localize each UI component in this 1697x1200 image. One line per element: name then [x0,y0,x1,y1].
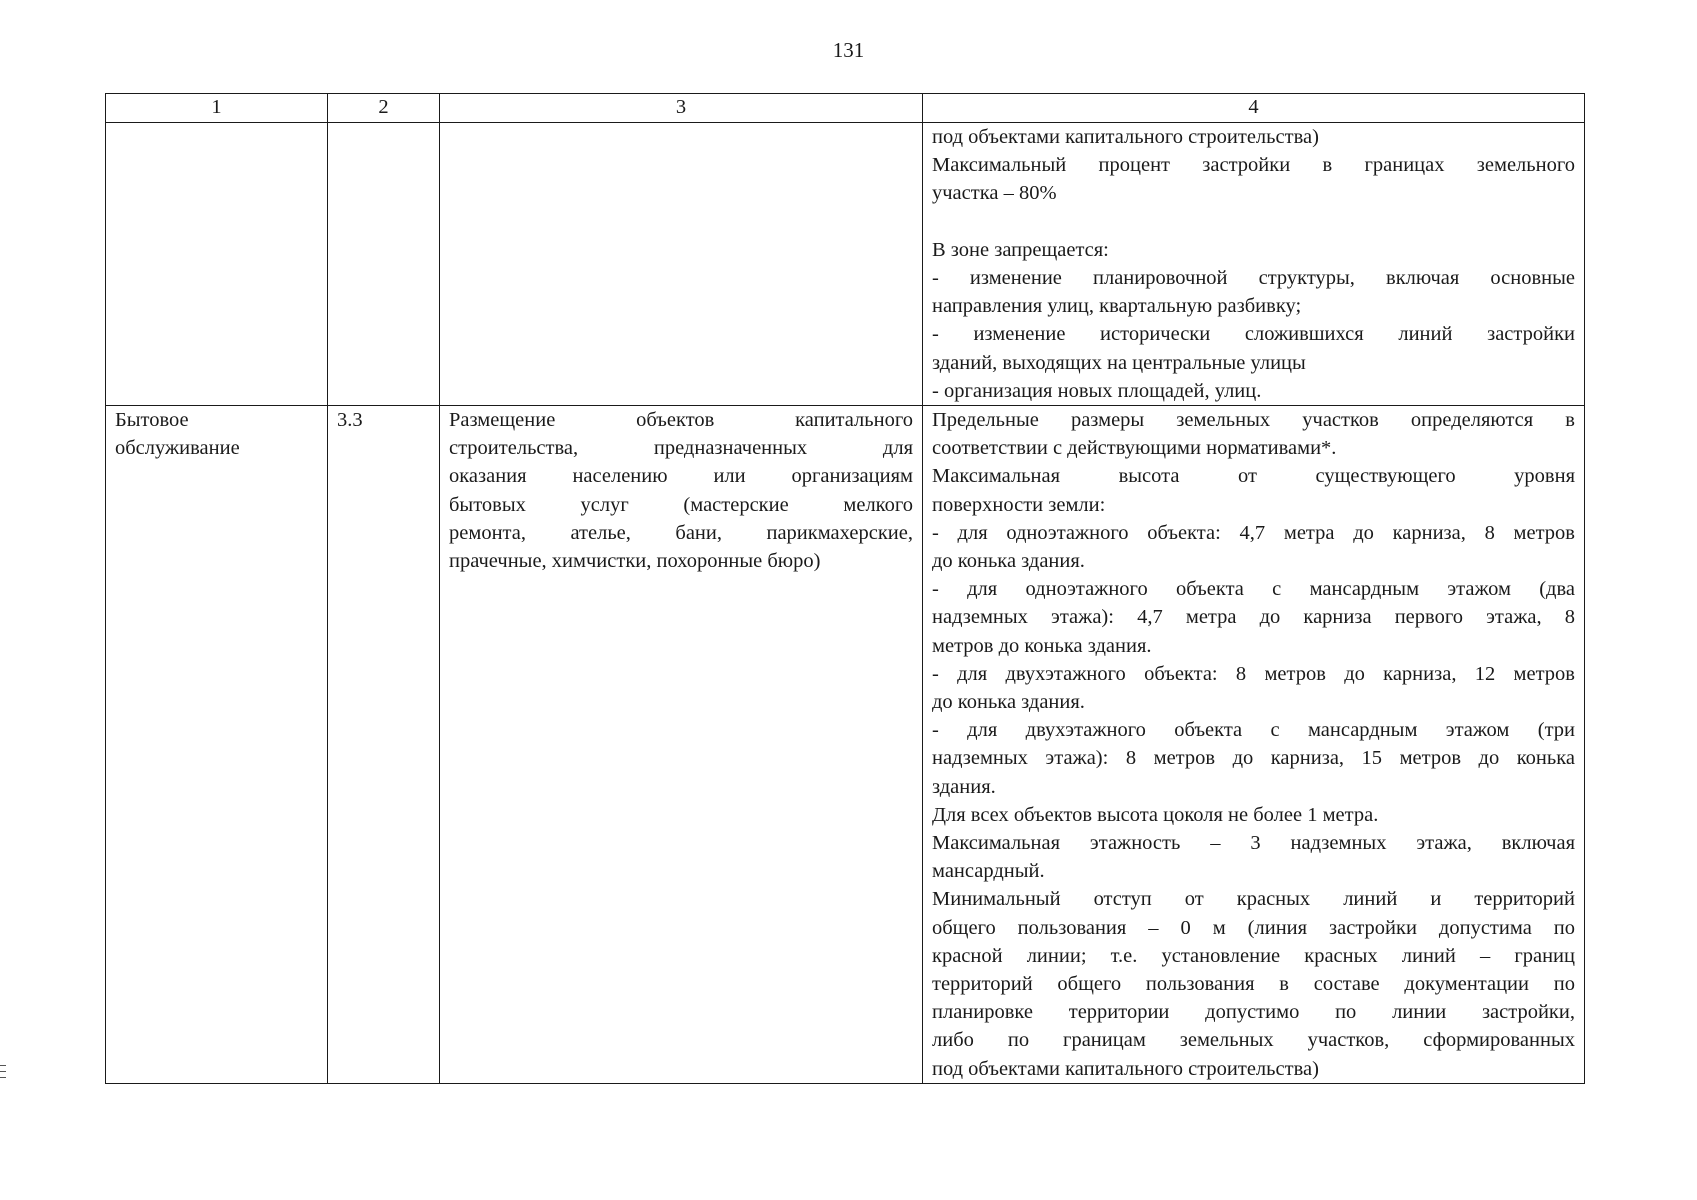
use-type-parameters [932,406,1575,1083]
text-line: направления улиц, квартальную разбивку; [932,295,1302,318]
text-line: - для одноэтажного объекта с мансардным этажом (два [932,578,1575,601]
row1-col4 [923,123,1585,406]
text-line: прачечные, химчистки, похоронные бюро) [449,550,821,573]
text-line: Минимальный отступ от красных линий и территорий [932,888,1575,911]
text-line: ремонта, ателье, бани, парикмахерские, [449,521,913,544]
text-line: красной линии; т.е. установление красных линий – границ [932,944,1575,967]
row2-col4 [923,406,1585,1084]
text-line: Для всех объектов высота цоколя не более 1 метра. [932,803,1379,826]
text-line: Предельные размеры земельных участков определяются в [932,409,1575,432]
text-line: под объектами капитального строительства) [932,126,1319,148]
text-line: Максимальный процент застройки в границах земельного [932,154,1575,177]
text-line: оказания населению или организациям [449,465,913,488]
text-line: до конька здания. [932,691,1085,714]
regulations-table [105,93,1585,1084]
row2-col1 [106,406,328,1084]
use-type-description [449,406,913,575]
header-col-4: 4 [923,94,1585,123]
text-line: поверхности земли: [932,493,1106,516]
text-line: под объектами капитального строительства) [932,1057,1319,1080]
text-line: Максимальная этажность – 3 надземных этажа, включая [932,832,1575,855]
text-line: надземных этажа): 4,7 метра до карниза первого этажа, 8 [932,606,1575,629]
page-number: 131 [832,38,865,62]
text-line: бытовых услуг (мастерские мелкого [449,493,913,516]
blank-line [932,208,1575,236]
text-line: здания. [932,775,996,798]
row1-col4-text [932,123,1575,405]
text-line: - организация новых площадей, улиц. [932,379,1262,402]
text-line: - для одноэтажного объекта: 4,7 метра до карниза, 8 метров [932,521,1575,544]
text-line: строительства, предназначенных для [449,437,913,460]
text-line: соответствии с действующими нормативами*. [932,437,1337,460]
use-type-name [115,406,318,462]
text-line: зданий, выходящих на центральные улицы [932,351,1306,374]
table-row [106,406,1585,1084]
text-line: мансардный. [932,860,1045,883]
text-line: - изменение исторически сложившихся линий застройки [932,323,1575,346]
text-line: обслуживание [115,437,240,460]
table-row [106,123,1585,406]
text-line: - для двухэтажного объекта: 8 метров до карниза, 12 метров [932,662,1575,685]
text-line: участка – 80% [932,182,1057,205]
text-line: - для двухэтажного объекта с мансардным этажом (три [932,719,1575,742]
row1-col3 [440,123,923,406]
header-col-3: 3 [440,94,923,123]
text-line: общего пользования – 0 м (линия застройки допустима по [932,916,1575,939]
text-line: В зоне запрещается: [932,238,1109,261]
row2-col2: 3.3 [328,406,440,1084]
text-line: территорий общего пользования в составе документации по [932,973,1575,996]
text-line: Размещение объектов капитального [449,409,913,432]
row1-col2 [328,123,440,406]
text-line: - изменение планировочной структуры, включая основные [932,267,1575,289]
text-line: до конька здания. [932,550,1085,573]
header-col-2: 2 [328,94,440,123]
scan-margin-marks [0,1065,6,1083]
row2-col3 [440,406,923,1084]
text-line: Бытовое [115,409,189,432]
row1-col1 [106,123,328,406]
text-line: надземных этажа): 8 метров до карниза, 15 метров до конька [932,747,1575,770]
text-line: Максимальная высота от существующего уровня [932,465,1575,488]
header-row [106,94,1585,123]
text-line: планировке территории допустимо по линии застройки, [932,1001,1575,1024]
text-line: метров до конька здания. [932,634,1152,657]
header-col-1: 1 [106,94,328,123]
text-line: либо по границам земельных участков, сформированных [932,1029,1575,1052]
